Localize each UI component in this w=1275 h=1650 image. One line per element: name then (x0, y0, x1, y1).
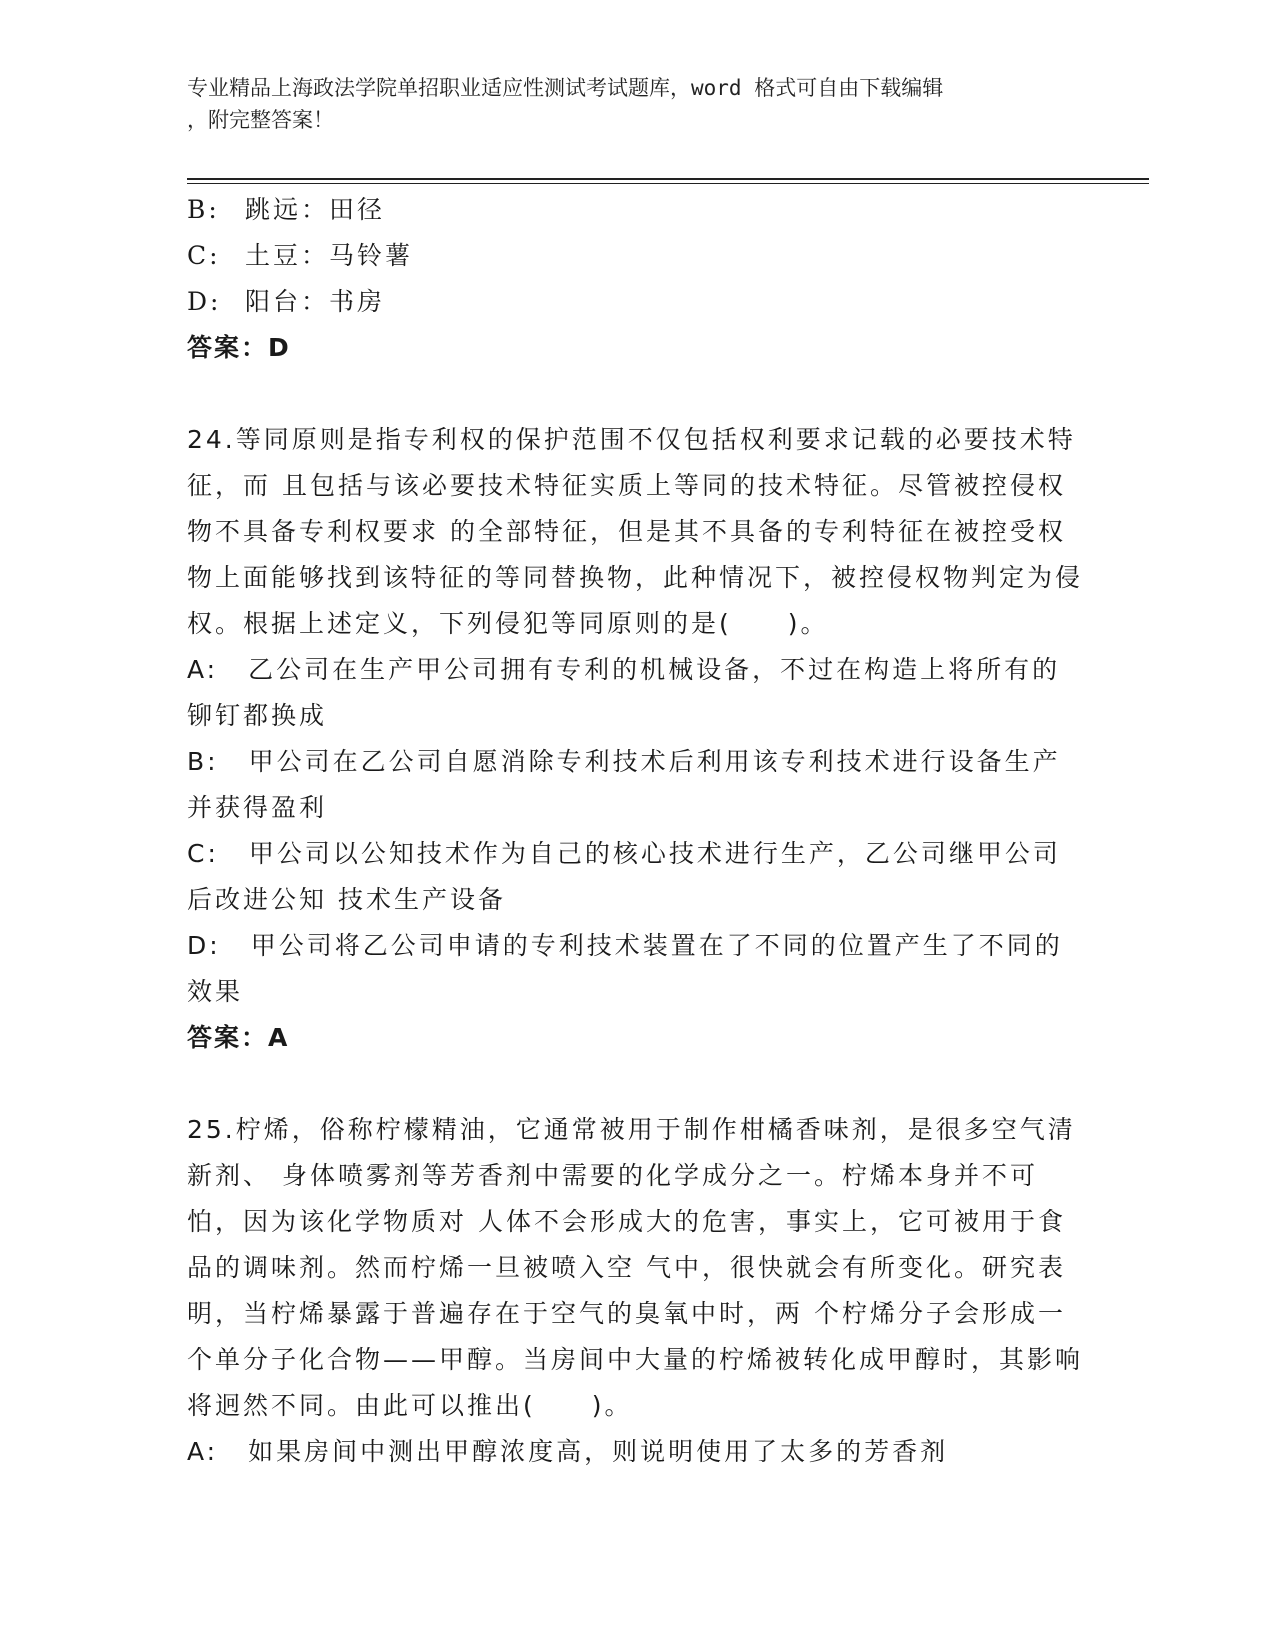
option-text: 阳台：书房 (245, 287, 386, 316)
question-25 (187, 1107, 1087, 1475)
option-b (187, 187, 1087, 233)
spacer (187, 1061, 1087, 1107)
question-stem: 24.等同原则是指专利权的保护范围不仅包括权利要求记载的必要技术特征，而 且包括与该必要技术特征实质上等同的技术特征。尽管被控侵权物不具备专利权要求 的全部特征，但是其不具备的专利特征在被控受权物上面能够找到该特征的等同替换物，此种情况下，被控侵权物判定为侵权。根据上述定义，下列侵犯等同原则的是( )。 (187, 425, 1084, 638)
header-rule-thick (187, 178, 1149, 180)
option-a (187, 1429, 1087, 1475)
option-label: A: (187, 655, 219, 684)
header-rule-thin (187, 183, 1149, 184)
question-stem: 25.柠烯，俗称柠檬精油，它通常被用于制作柑橘香味剂，是很多空气清新剂、 身体喷雾剂等芳香剂中需要的化学成分之一。柠烯本身并不可怕，因为该化学物质对 人体不会形成大的危害，事实上，它可被用于食品的调味剂。然而柠烯一旦被喷入空 气中，很快就会有所变化。研究表明，当柠烯暴露于普遍存在于空气的臭氧中时，两 个柠烯分子会形成一个单分子化合物——甲醇。当房间中大量的柠烯被转化成甲醇时，其影响将迥然不同。由此可以推出( )。 (187, 1115, 1084, 1420)
option-text: 乙公司在生产甲公司拥有专利的机械设备，不过在构造上将所有的铆钉都换成 (187, 655, 1061, 730)
option-c (187, 233, 1087, 279)
option-d (187, 279, 1087, 325)
option-text: 甲公司将乙公司申请的专利技术装置在了不同的位置产生了不同的效果 (187, 931, 1063, 1006)
question-24 (187, 417, 1087, 1061)
option-b (187, 739, 1087, 831)
header-line-1: 专业精品上海政法学院单招职业适应性测试考试题库，word 格式可自由下载编辑 (187, 76, 944, 100)
option-c (187, 831, 1087, 923)
option-label: B: (187, 747, 219, 776)
option-d (187, 923, 1087, 1015)
option-text: 如果房间中测出甲醇浓度高，则说明使用了太多的芳香剂 (248, 1437, 949, 1466)
option-label: B: (187, 195, 220, 224)
option-text: 土豆：马铃薯 (245, 241, 414, 270)
option-text: 甲公司以公知技术作为自己的核心技术进行生产，乙公司继甲公司后改进公知 技术生产设备 (187, 839, 1061, 914)
question-23-options (187, 187, 1087, 371)
page-header (187, 72, 1067, 136)
header-line-2: ，附完整答案！ (187, 108, 334, 132)
option-text: 跳远：田径 (245, 195, 386, 224)
spacer (187, 371, 1087, 417)
document-body (187, 187, 1087, 1475)
answer-line: 答案：A (187, 1023, 290, 1052)
option-label: C: (187, 839, 219, 868)
option-label: A: (187, 1437, 219, 1466)
option-a (187, 647, 1087, 739)
option-label: D: (187, 931, 221, 960)
option-label: C: (187, 241, 221, 270)
option-text: 甲公司在乙公司自愿消除专利技术后利用该专利技术进行设备生产并获得盈利 (187, 747, 1061, 822)
answer-line: 答案：D (187, 333, 291, 362)
option-label: D: (187, 287, 222, 316)
